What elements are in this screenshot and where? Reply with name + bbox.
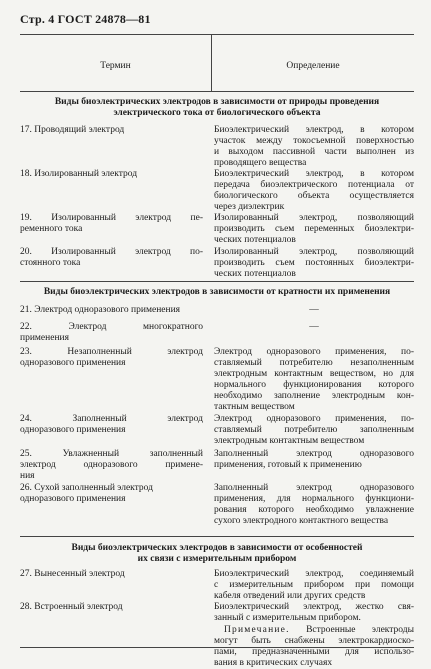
term-25: 25. Увлажненный заполненный электрод одноразового примене- ния: [20, 449, 203, 481]
definition-22: —: [309, 322, 319, 332]
table-header-row: [20, 35, 414, 92]
definition-20: Изолированный электрод, позволяющий производить съем постоянных биоэлектри- ческих потенциалов: [214, 247, 414, 279]
note-line: пами, предназначенными для использо-: [214, 647, 414, 657]
terms-table: [20, 34, 414, 668]
term-26: 26. Сухой заполненный электрод одноразового применения: [20, 483, 153, 504]
note-first-line-text: Встроенные электроды: [306, 625, 414, 635]
term-28: 28. Встроенный электрод: [20, 602, 123, 612]
definition-18: Биоэлектрический электрод, в котором передача биоэлектрического потенциала от биологического объекта осуществляется через диэлектрик: [214, 169, 414, 212]
term-18: 18. Изолированный электрод: [20, 169, 138, 179]
note-block: [214, 625, 414, 669]
term-19: 19. Изолированный электрод пе- ременного тока: [20, 213, 203, 234]
note-label: Примечание.: [224, 625, 290, 635]
page-header: Стр. 4 ГОСТ 24878—81: [20, 12, 151, 26]
term-22: 22. Электрод многократного применения: [20, 322, 203, 343]
definition-19: Изолированный электрод, позволяющий производить съем переменных биоэлектри- ческих потенциалов: [214, 213, 414, 245]
definition-21: —: [309, 305, 319, 315]
term-23: 23. Незаполненный электрод одноразового применения: [20, 347, 203, 368]
column-header-term: Термин: [100, 61, 131, 71]
definition-28: Биоэлектрический электрод, жестко свя- занный с измерительным прибором.: [214, 602, 414, 623]
term-20: 20. Изолированный электрод по- стоянного тока: [20, 247, 203, 268]
note-first-line: [214, 625, 414, 636]
definition-17: Биоэлектрический электрод, в котором участок между токосъемной поверхностью и выходом пассивной части выполнен из проводящего вещества: [214, 125, 414, 168]
definition-25: Заполненный электрод одноразового применения, готовый к применению: [214, 449, 414, 470]
term-24: 24. Заполненный электрод одноразового применения: [20, 414, 203, 435]
term-27: 27. Вынесенный электрод: [20, 569, 125, 579]
section-divider: [20, 281, 414, 282]
column-header-definition: Определение: [286, 61, 340, 71]
note-line: вания в критических случаях: [214, 658, 333, 668]
section-title-multiplicity: Виды биоэлектрических электродов в зависимости от кратности их применения: [43, 287, 391, 297]
note-line: могут быть снабжены электрокардиоско-: [214, 636, 414, 646]
section-divider: [20, 536, 414, 537]
definition-26: Заполненный электрод одноразового применения, для нормального функциони- рования которого необходимо увлажнение сухого электродного контактного вещества: [214, 483, 414, 526]
definition-24: Электрод одноразового применения, по- ставляемый потребителю заполненным электродным контактным веществом: [214, 414, 414, 446]
section-title-connection: Виды биоэлектрических электродов в зависимости от особенностей их связи с измерительным прибором: [71, 543, 363, 564]
definition-27: Биоэлектрический электрод, соединяемый с измерительным прибором при помощи кабеля отведений или других средств: [214, 569, 414, 601]
term-21: 21. Электрод одноразового применения: [20, 305, 181, 315]
definition-23: Электрод одноразового применения, по- ставляемый потребителю незаполненным электродным контактным веществом, но для нормального функционирования которого необходимо заполнение электродным кон- тактным веществом: [214, 347, 414, 412]
section-title-conduction: Виды биоэлектрических электродов в зависимости от природы проведения электрического тока от биологического объекта: [54, 97, 380, 118]
term-17: 17. Проводящий электрод: [20, 125, 125, 135]
